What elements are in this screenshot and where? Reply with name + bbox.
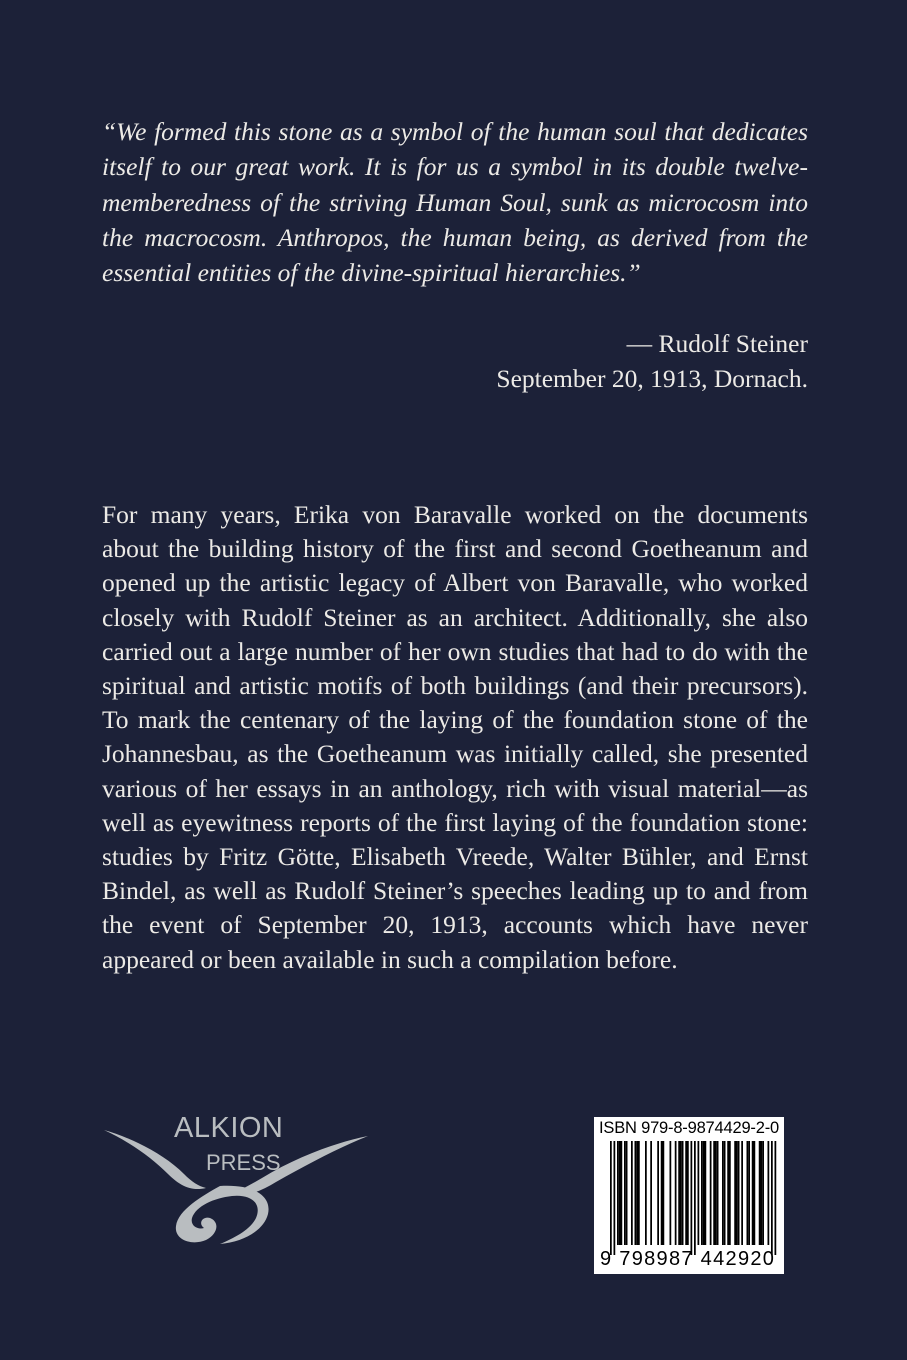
- back-cover-quote: “We formed this stone as a symbol of the human soul that dedicates itself to our great work. It is for us a symbol in its double twelve-memberedness of the striving Human Soul, sunk as microcosm into the macrocosm. Anthropos, the human being, as derived from the essential entities of the divine-spiritual hierarchies.”: [102, 117, 808, 288]
- barcode-bar: [710, 1141, 712, 1245]
- barcode-bar: [722, 1141, 724, 1245]
- barcode-bar: [624, 1141, 626, 1245]
- barcode-bar: [687, 1141, 689, 1245]
- quote-date-place: September 20, 1913, Dornach.: [496, 364, 808, 394]
- barcode-bar: [705, 1141, 707, 1245]
- barcode-bar: [635, 1141, 637, 1245]
- barcode-bar: [715, 1141, 717, 1245]
- barcode-bar: [713, 1141, 715, 1245]
- barcode-bar: [657, 1141, 659, 1245]
- barcode-bar: [698, 1141, 700, 1245]
- barcode-bar: [675, 1141, 677, 1245]
- barcode-bar: [761, 1141, 763, 1245]
- barcode-bar: [645, 1141, 647, 1245]
- barcode-bar: [626, 1141, 628, 1245]
- barcode-bar: [678, 1141, 680, 1245]
- barcode-bar: [734, 1141, 736, 1245]
- barcode-bar: [617, 1141, 619, 1245]
- book-description: For many years, Erika von Baravalle worked on the documents about the building history of the first and second Goetheanum and opened up the artistic legacy of Albert von Baravalle, who worked closely with Rudolf Steiner as an architect. Additionally, she also carried out a large number of her own studies that had to do with the spiritual and artistic motifs of both buildings (and their precursors). To mark the centenary of the laying of the foundation stone of the Johannesbau, as the Goetheanum was initially called, she presented various of her essays in an anthology, rich with visual material—as well as eyewitness reports of the first laying of the foundation stone: studies by Fritz Götte, Elisabeth Vreede, Walter Bühler, and Ernst Bindel, as well as Rudolf Steiner’s speeches leading up to and from the event of September 20, 1913, accounts which have never appeared or been available in such a compilation before.: [102, 500, 808, 974]
- barcode-bar: [736, 1141, 738, 1245]
- barcode-bar: [775, 1141, 777, 1255]
- barcode-bar: [670, 1141, 672, 1245]
- isbn-label: ISBN 979-8-9874429-2-0: [599, 1119, 779, 1137]
- barcode-bar: [680, 1141, 682, 1245]
- barcode-bar: [661, 1141, 663, 1245]
- barcode-bar: [748, 1141, 750, 1245]
- barcode-bar: [703, 1141, 705, 1245]
- quote-author: — Rudolf Steiner: [626, 329, 808, 358]
- barcode-bar: [701, 1141, 703, 1245]
- barcode-digits: 9 798987 442920: [600, 1248, 776, 1270]
- publisher-logo: [102, 1112, 372, 1252]
- barcode-bar: [762, 1141, 764, 1245]
- barcode-bar: [727, 1141, 729, 1245]
- barcode-bar: [631, 1141, 633, 1245]
- barcode-bar: [636, 1141, 638, 1245]
- quote-attribution: [496, 326, 808, 397]
- barcode-bar: [614, 1141, 616, 1255]
- barcode-bar: [752, 1141, 754, 1245]
- barcode-bar: [663, 1141, 665, 1245]
- barcode-bar: [685, 1141, 687, 1245]
- barcode-bar: [694, 1141, 696, 1255]
- barcode-bar: [650, 1141, 652, 1245]
- publisher-name: ALKION: [174, 1112, 284, 1144]
- barcode-bar: [691, 1141, 693, 1255]
- barcode-bar: [610, 1141, 612, 1255]
- barcode-bar: [738, 1141, 740, 1245]
- barcode-bar: [747, 1141, 749, 1245]
- barcode-bar: [621, 1141, 623, 1245]
- barcode-bar: [768, 1141, 770, 1245]
- barcode-bar: [729, 1141, 731, 1245]
- isbn-barcode: [594, 1117, 784, 1274]
- barcode-bar: [754, 1141, 756, 1245]
- publisher-imprint: PRESS: [206, 1150, 281, 1175]
- barcode-bar: [759, 1141, 761, 1245]
- barcode-bar: [682, 1141, 684, 1245]
- barcode-bar: [771, 1141, 773, 1255]
- barcode-bar: [717, 1141, 719, 1245]
- barcode-bar: [741, 1141, 743, 1245]
- barcode-bar: [638, 1141, 640, 1245]
- barcode-bar: [724, 1141, 726, 1245]
- barcode-bar: [619, 1141, 621, 1245]
